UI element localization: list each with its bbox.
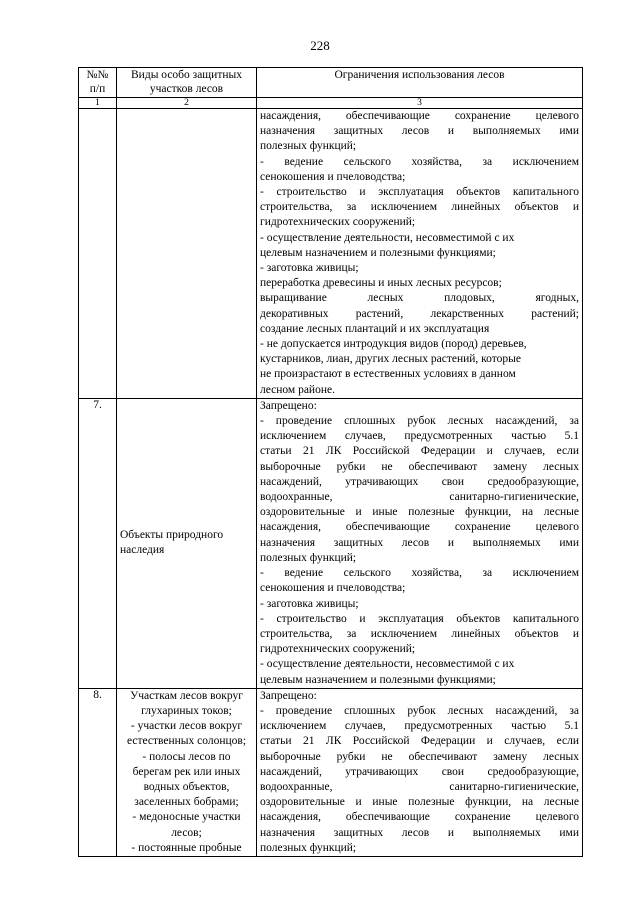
text-line: лесном районе. — [260, 383, 335, 396]
text-line: насаждения, обеспечивающие сохранение целевого — [260, 521, 579, 534]
column-number-2: 2 — [117, 98, 257, 109]
page-number: 228 — [310, 38, 330, 53]
text-line: не произрастают в естественных условиях в данном — [260, 368, 516, 381]
text-line: - не допускается интродукция видов (пород) деревьев, — [260, 338, 527, 351]
forest-type-line: лесов; — [171, 826, 202, 839]
header-number: №№ п/п — [79, 68, 117, 98]
text-line: создание лесных плантаций и их эксплуатация — [260, 322, 490, 335]
restrictions-cell — [257, 109, 583, 399]
text-line: насаждений, утрачивающих свои средообразующие, — [260, 475, 579, 488]
table-row-7 — [79, 398, 583, 688]
text-line: сенокошения и пчеловодства; — [260, 170, 406, 183]
text-line: оздоровительные и иные полезные функции, на лесные — [260, 506, 579, 519]
text-line: полезных функций; — [260, 140, 357, 153]
column-number-row — [79, 98, 583, 109]
table-row-8 — [79, 688, 583, 856]
text-line: насаждения, обеспечивающие сохранение целевого — [260, 110, 579, 122]
text-line: сенокошения и пчеловодства; — [260, 582, 406, 595]
text-line: назначения защитных лесов и выполняемых ими — [260, 826, 579, 839]
forest-type-line: естественных солонцов; — [126, 735, 247, 748]
text-line: водоохранные, санитарно-гигиенические, — [260, 780, 579, 793]
text-line: целевым назначением и полезными функциями; — [260, 246, 496, 259]
row-number: 8. — [79, 688, 117, 856]
text-line: гидротехнических сооружений; — [260, 643, 416, 656]
forest-type-line: берегам рек или иных — [132, 765, 241, 778]
row-type-cell — [117, 109, 257, 399]
forest-type-line: - участки лесов вокруг — [130, 720, 243, 733]
text-line: оздоровительные и иные полезные функции, на лесные — [260, 796, 579, 809]
forest-type-line: - полосы лесов по — [142, 750, 231, 763]
text-line: - строительство и эксплуатация объектов капитального — [260, 186, 579, 199]
column-number-1: 1 — [79, 98, 117, 109]
text-line: насаждений, утрачивающих свои средообразующие, — [260, 765, 579, 778]
text-line: исключением случаев, предусмотренных частью 5.1 — [260, 430, 579, 443]
header-restrictions: Ограничения использования лесов — [257, 68, 583, 98]
text-line: - осуществление деятельности, несовместимой с их — [260, 658, 515, 671]
forest-restrictions-table — [78, 67, 583, 857]
text-line: целевым назначением и полезными функциями; — [260, 673, 496, 686]
forest-type-line: Участкам лесов вокруг — [130, 689, 243, 702]
text-line: полезных функций; — [260, 841, 357, 854]
forest-type-line: водных объектов, — [143, 780, 230, 793]
text-line: - заготовка живицы; — [260, 597, 359, 610]
text-line: - ведение сельского хозяйства, за исключением — [260, 567, 579, 580]
forest-type-line: глухариных токов; — [141, 704, 232, 717]
text-line: выборочные рубки не обеспечивают замену лесных — [260, 750, 579, 763]
table-row-continued — [79, 109, 583, 399]
forest-type: Объекты природного наследия — [117, 398, 257, 688]
text-line: - строительство и эксплуатация объектов капитального — [260, 612, 579, 625]
text-line: назначения защитных лесов и выполняемых ими — [260, 125, 579, 138]
text-line: статьи 21 ЛК Российской Федерации и случаев, если — [260, 445, 579, 458]
row-number: 7. — [79, 398, 117, 688]
text-line: - проведение сплошных рубок лесных насаждений, за — [260, 415, 579, 428]
forest-type-line: - медоносные участки — [132, 811, 241, 824]
table-header-row — [79, 68, 583, 98]
text-line: - заготовка живицы; — [260, 262, 359, 275]
forest-type-line: заселенных бобрами; — [134, 796, 239, 809]
text-line: полезных функций; — [260, 551, 357, 564]
row-number-cell — [79, 109, 117, 399]
column-number-3: 3 — [257, 98, 583, 109]
text-line: исключением случаев, предусмотренных частью 5.1 — [260, 720, 579, 733]
restrictions-cell — [257, 688, 583, 856]
restrictions-cell — [257, 398, 583, 688]
text-line: - проведение сплошных рубок лесных насаждений, за — [260, 704, 579, 717]
text-line: водоохранные, санитарно-гигиенические, — [260, 491, 579, 504]
text-line: Запрещено: — [260, 689, 317, 702]
forest-type-cell — [117, 688, 257, 856]
text-line: - осуществление деятельности, несовместимой с их — [260, 231, 515, 244]
text-line: строительства, за исключением линейных объектов и — [260, 201, 579, 214]
text-line: строительства, за исключением линейных объектов и — [260, 627, 579, 640]
text-line: - ведение сельского хозяйства, за исключением — [260, 155, 579, 168]
text-line: выборочные рубки не обеспечивают замену лесных — [260, 460, 579, 473]
text-line: Запрещено: — [260, 399, 317, 412]
text-line: выращивание лесных плодовых, ягодных, — [260, 292, 579, 305]
text-line: статьи 21 ЛК Российской Федерации и случаев, если — [260, 735, 579, 748]
header-forest-type: Виды особо защитных участков лесов — [117, 68, 257, 98]
text-line: кустарников, лиан, других лесных растений, которые — [260, 353, 521, 366]
text-line: декоративных растений, лекарственных растений; — [260, 307, 579, 320]
text-line: гидротехнических сооружений; — [260, 216, 416, 229]
text-line: насаждения, обеспечивающие сохранение целевого — [260, 811, 579, 824]
forest-type-line: - постоянные пробные — [131, 841, 242, 854]
text-line: назначения защитных лесов и выполняемых ими — [260, 536, 579, 549]
text-line: переработка древесины и иных лесных ресурсов; — [260, 277, 502, 290]
